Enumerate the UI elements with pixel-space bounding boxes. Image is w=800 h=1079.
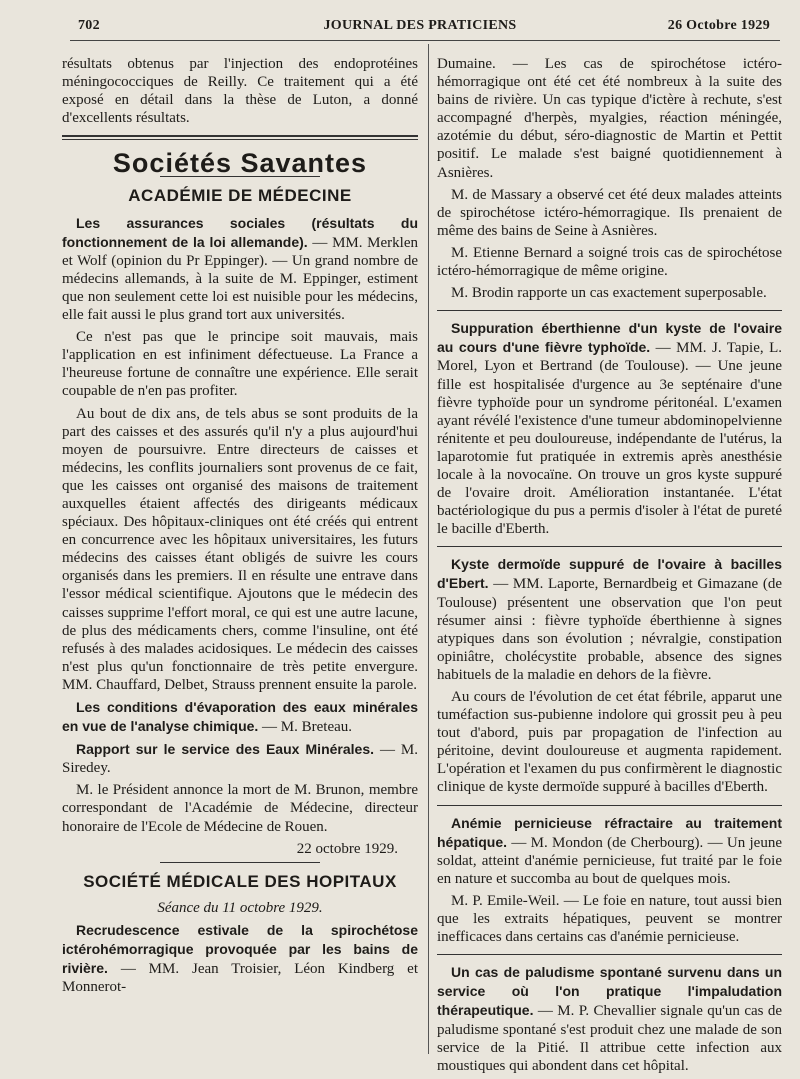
article-rule (437, 546, 782, 547)
article-kyste (437, 555, 782, 684)
academy-heading: ACADÉMIE DE MÉDECINE (128, 186, 352, 206)
article-title: Un cas de paludisme spontané survenu dans un service où l'on pratique l'impaludation thérapeutique. (437, 964, 782, 1019)
right-column (437, 55, 782, 1079)
article-paragraph: M. P. Emile-Weil. — Le foie en nature, tout aussi bien que les extraits hépatiques, peuvent se montrer inefficaces dans certains cas d'anémie pernicieuse. (437, 892, 782, 946)
article-title: Les assurances sociales (résultats du fonctionnement de la loi allemande). (62, 214, 418, 250)
section-title: Sociétés Savantes (112, 148, 368, 179)
article-authors: — M. Breteau. (262, 719, 353, 736)
article-title: Suppuration éberthienne d'un kyste de l'ovaire au cours d'une fièvre typhoïde. (437, 320, 782, 356)
article-authors: — MM. Jean Troisier, Léon Kindberg et Monnerot- (62, 961, 418, 996)
article-rule (437, 310, 782, 311)
announcement: M. le Président annonce la mort de M. Brunon, membre correspondant de l'Académie de Médecine, directeur honoraire de l'Ecole de Médecine de Rouen. (62, 782, 418, 835)
issue-date: 26 Octobre 1929 (667, 18, 770, 33)
society-heading: SOCIÉTÉ MÉDICALE DES HOPITAUX (83, 871, 397, 891)
article-paragraph: M. de Massary a observé cet été deux malades atteints de spirochétose ictéro-hémorragique. Ils prenaient de même des bains de Seine à Asnières. (437, 186, 782, 239)
article-title: Kyste dermoïde suppuré de l'ovaire à bacilles d'Ebert. (437, 556, 782, 592)
article-rapport (62, 740, 418, 777)
article-title: Les conditions d'évaporation des eaux minérales en vue de l'analyse chimique. (62, 699, 418, 735)
column-divider (428, 44, 429, 1054)
article-paragraph: Ce n'est pas que le principe soit mauvais, mais l'application en est infiniment défectueuse. La France a l'heureuse fortune de connaître une expérience. Elle serait coupable de n'en pas profiter. (62, 329, 418, 400)
article-rule (437, 805, 782, 806)
article-body: — M. Mondon (de Cherbourg). — Un jeune soldat, atteint d'anémie pernicieuse, fut traité par le foie en nature et succomba au bout de quelques mois. (437, 834, 782, 887)
journal-title: JOURNAL DES PRATICIENS (323, 18, 517, 33)
announcement-date: 22 octobre 1929. (296, 840, 398, 857)
article-suppuration (437, 319, 782, 538)
article-title: Recrudescence estivale de la spirochétose ictérohémorragique provoquée par les bains de rivière. (62, 921, 418, 977)
article-paragraph: M. Etienne Bernard a soigné trois cas de spirochétose ictéro-hémorragique de même origine. (437, 244, 782, 280)
article-eaux-minerales (62, 698, 418, 736)
article-body: — M. P. Chevallier signale qu'un cas de paludisme spontané s'est produit chez une malade de son service de la Pitié. Il attribue cette infection aux moustiques qui abondent dans cet hôpital. (437, 1003, 783, 1074)
running-header (70, 18, 770, 40)
society-rule (160, 862, 320, 863)
article-continuation: Dumaine. — Les cas de spirochétose ictéro-hémorragique ont été cet été nombreux à la suite des bains de rivière. Un cas typique d'ictère à rechute, s'est accompagné d'herpès, myalgies, réaction méningée, azotémie du début, séro-diagnostic de Martin et Pettit positif. Le malade s'est baigné quotidiennement à Asnières. (437, 56, 782, 181)
section-rule (62, 135, 418, 140)
article-assurances (62, 214, 418, 325)
article-paragraph: M. Brodin rapporte un cas exactement superposable. (451, 285, 767, 302)
article-spirochetose (62, 921, 418, 996)
article-body: — MM. Laporte, Bernardbeig et Gimazane (de Toulouse) présentent une observation que l'on peut résumer ainsi : fièvre typhoïde éberthienne à signes atypiques dans son évolution ; névralgie, constipation opiniâtre, cholécystite probable, absence des signes habituels de la maladie en dehors de la fièvre. (437, 576, 782, 683)
article-body: — MM. Merklen et Wolf (opinion du Pr Eppinger). — Un grand nombre de médecins allemands, à la suite de M. Eppinger, estiment que non seulement cette loi est nuisible pour les médecins, elle fait aussi le plus grand tort aux universités. (62, 234, 418, 324)
article-rule (437, 954, 782, 955)
article-body: — MM. J. Tapie, L. Morel, Lyon et Bertrand (de Toulouse). — Une jeune fille est hospitalisée d'urgence au 3e septénaire d'une fièvre typhoïde pour un syndrome péritonéal. L'examen ayant révélé l'existence d'une tumeur abdominopelvienne rénitente et peu douloureuse, indépendante de l'utérus, la laparotomie fut pratiquée in extremis après anesthésie locale à la novocaïne. On trouve un gros kyste suppuré de l'ovaire droit. Amélioration instantanée. L'état bactériologique du pus a permis d'isoler à l'état de pureté le bacille d'Eberth. (437, 340, 783, 538)
article-paragraph: Au bout de dix ans, de tels abus se sont produits de la part des caisses et des assurés qu'il n'y a plus aujourd'hui moyen de poursuivre. Entre directeurs de caisses et médecins, les conflits journaliers sont provenus de ce fait, que les caisses ont organisé des maisons de traitement auxquelles étaient affectés des dirigeants médicaux spéciaux. Des hôpitaux-cliniques ont été créés qui entrent en concurrence avec les hôpitaux universitaires, les futurs médecins des caisses étant obligés de suivre les cours organisés dans les premiers. Il en résulte une entrave dans l'essor médical scientifique. Ajoutons que le médecin des caisses supprime l'effort moral, ce qui est une autre lacune, de plus des médicaments chers, comme l'insuline, ont été refusés à des malades acidosiques. Le médecin des caisses n'est plus qu'un fonctionnaire de très petite envergure. MM. Chauffard, Delbet, Strauss prennent ensuite la parole. (62, 405, 418, 693)
article-paragraph: Au cours de l'évolution de cet état fébrile, apparut une tuméfaction sus-pubienne indolore qui grossit peu à peu tout d'abord, puis par propagation de l'infection au péritoine, devint douloureuse et augmenta rapidement. L'opération et l'examen du pus confirmèrent le diagnostic clinique de kyste dermoïde suppuré à bacilles d'Eberth. (437, 689, 782, 796)
article-anemie (437, 814, 782, 888)
article-title: Anémie pernicieuse réfractaire au traitement hépatique. (437, 814, 782, 850)
header-rule (70, 40, 780, 41)
article-authors: — M. Siredey. (62, 742, 418, 777)
page-number: 702 (78, 18, 100, 33)
left-column (62, 55, 418, 1000)
article-paludisme (437, 963, 782, 1075)
article-title: Rapport sur le service des Eaux Minérales. (76, 741, 374, 758)
intro-paragraph: résultats obtenus par l'injection des endoprotéines méningococciques de Reilly. Ce traitement qui a été exposé en détail dans la thèse de Luton, a donné d'excellents résultats. (62, 56, 418, 127)
seance-date: Séance du 11 octobre 1929. (157, 899, 323, 916)
